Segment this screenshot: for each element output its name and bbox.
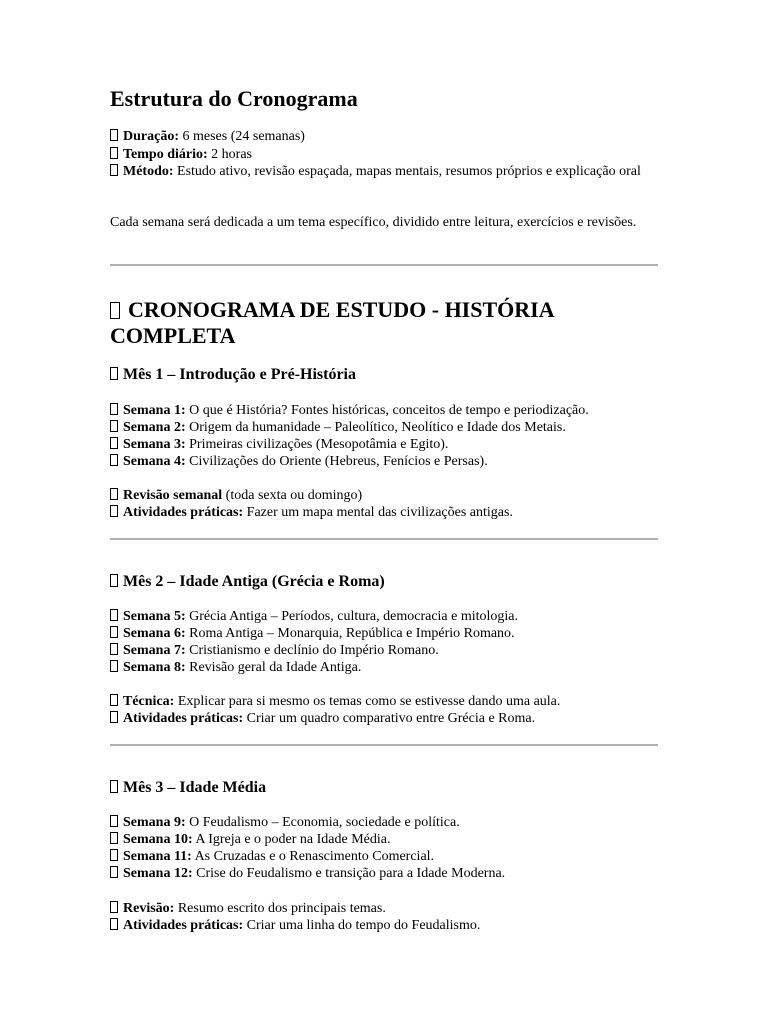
week-line: Semana 7: Cristianismo e declínio do Império Romano. <box>110 642 658 659</box>
week-line: Semana 10: A Igreja e o poder na Idade Média. <box>110 831 658 848</box>
intro-paragraph: Cada semana será dedicada a um tema específico, dividido entre leitura, exercícios e revisões. <box>110 215 637 230</box>
emoji-placeholder-icon <box>110 643 118 655</box>
emoji-placeholder-icon <box>110 454 118 466</box>
emoji-placeholder-icon <box>110 626 118 638</box>
emoji-placeholder-icon <box>110 403 118 415</box>
note-line: Atividades práticas: Criar uma linha do tempo do Feudalismo. <box>110 917 658 934</box>
divider <box>110 538 658 540</box>
duration-line: Duração: 6 meses (24 semanas) <box>110 128 658 145</box>
note-line: Técnica: Explicar para si mesmo os temas como se estivesse dando uma aula. <box>110 693 658 710</box>
schedule-title: CRONOGRAMA DE ESTUDO - HISTÓRIA COMPLETA <box>110 297 554 348</box>
note-line: Revisão semanal (toda sexta ou domingo) <box>110 487 658 504</box>
week-line: Semana 9: O Feudalismo – Economia, sociedade e política. <box>110 814 658 831</box>
emoji-placeholder-icon <box>110 164 118 176</box>
month-2-title: Mês 2 – Idade Antiga (Grécia e Roma) <box>110 572 385 592</box>
emoji-placeholder-icon <box>110 505 118 517</box>
month-3-title: Mês 3 – Idade Média <box>110 778 266 798</box>
week-line: Semana 2: Origem da humanidade – Paleolítico, Neolítico e Idade dos Metais. <box>110 419 658 436</box>
emoji-placeholder-icon <box>110 129 118 141</box>
emoji-placeholder-icon <box>110 609 118 621</box>
emoji-placeholder-icon <box>110 901 118 913</box>
daily-time-line: Tempo diário: 2 horas <box>110 146 658 163</box>
note-line: Atividades práticas: Fazer um mapa mental das civilizações antigas. <box>110 504 658 521</box>
emoji-placeholder-icon <box>110 420 118 432</box>
emoji-placeholder-icon <box>110 574 118 587</box>
emoji-placeholder-icon <box>110 694 118 706</box>
note-line: Revisão: Resumo escrito dos principais temas. <box>110 900 658 917</box>
emoji-placeholder-icon <box>110 918 118 930</box>
emoji-placeholder-icon <box>110 660 118 672</box>
month-1-title: Mês 1 – Introdução e Pré-História <box>110 365 356 385</box>
note-line: Atividades práticas: Criar um quadro comparativo entre Grécia e Roma. <box>110 710 658 727</box>
divider <box>110 744 658 746</box>
week-line: Semana 11: As Cruzadas e o Renascimento Comercial. <box>110 848 658 865</box>
emoji-placeholder-icon <box>110 302 120 319</box>
emoji-placeholder-icon <box>110 367 118 380</box>
emoji-placeholder-icon <box>110 437 118 449</box>
week-line: Semana 1: O que é História? Fontes históricas, conceitos de tempo e periodização. <box>110 402 658 419</box>
emoji-placeholder-icon <box>110 815 118 827</box>
emoji-placeholder-icon <box>110 780 118 793</box>
emoji-placeholder-icon <box>110 832 118 844</box>
method-line: Método: Estudo ativo, revisão espaçada, mapas mentais, resumos próprios e explicação oral <box>110 163 658 180</box>
emoji-placeholder-icon <box>110 849 118 861</box>
week-line: Semana 3: Primeiras civilizações (Mesopotâmia e Egito). <box>110 436 658 453</box>
emoji-placeholder-icon <box>110 147 118 159</box>
divider <box>110 264 658 266</box>
week-line: Semana 4: Civilizações do Oriente (Hebreus, Fenícios e Persas). <box>110 453 658 470</box>
emoji-placeholder-icon <box>110 711 118 723</box>
week-line: Semana 8: Revisão geral da Idade Antiga. <box>110 659 658 676</box>
page-title: Estrutura do Cronograma <box>110 86 358 111</box>
week-line: Semana 12: Crise do Feudalismo e transição para a Idade Moderna. <box>110 865 658 882</box>
emoji-placeholder-icon <box>110 488 118 500</box>
week-line: Semana 5: Grécia Antiga – Períodos, cultura, democracia e mitologia. <box>110 608 658 625</box>
week-line: Semana 6: Roma Antiga – Monarquia, República e Império Romano. <box>110 625 658 642</box>
emoji-placeholder-icon <box>110 866 118 878</box>
